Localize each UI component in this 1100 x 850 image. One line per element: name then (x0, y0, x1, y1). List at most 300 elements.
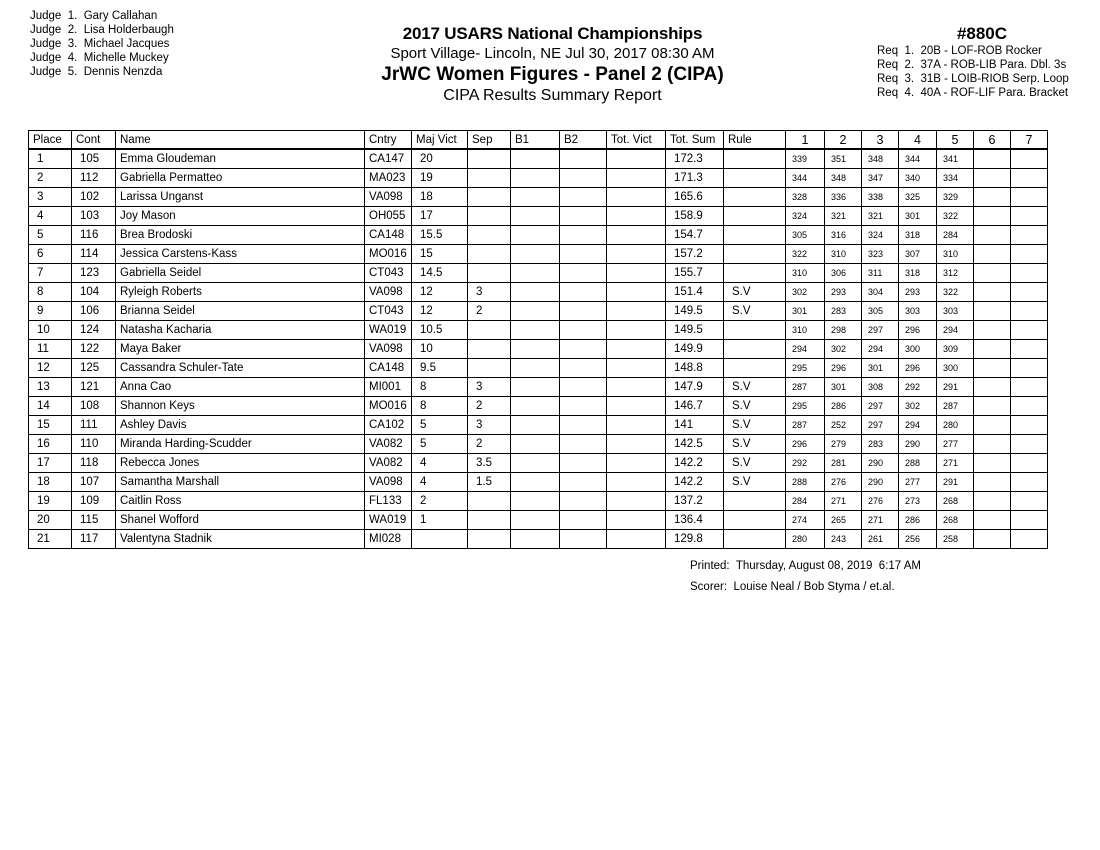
cell-tot-vict (607, 264, 666, 283)
table-row (29, 473, 1048, 492)
cell-cont: 125 (72, 359, 116, 378)
cell-judge-7 (1011, 321, 1048, 340)
requirements-list (877, 24, 1087, 100)
cell-judge-7 (1011, 473, 1048, 492)
cell-judge-7 (1011, 511, 1048, 530)
cell-rule: S.V (724, 454, 786, 473)
table-row (29, 397, 1048, 416)
cell-name: Brea Brodoski (116, 226, 365, 245)
cell-tot-vict (607, 454, 666, 473)
cell-b1 (511, 473, 560, 492)
col-tot-vict: Tot. Vict (607, 131, 666, 150)
cell-tot-sum: 165.6 (666, 188, 724, 207)
table-row (29, 454, 1048, 473)
cell-judge-4: 301 (899, 207, 937, 226)
col-judge-1: 1 (786, 131, 825, 150)
cell-judge-2: 265 (825, 511, 862, 530)
table-row (29, 511, 1048, 530)
cell-place: 16 (29, 435, 72, 454)
cell-tot-sum: 137.2 (666, 492, 724, 511)
cell-b2 (560, 340, 607, 359)
cell-judge-4: 303 (899, 302, 937, 321)
cell-judge-4: 318 (899, 226, 937, 245)
cell-judge-1: 292 (786, 454, 825, 473)
cell-maj-vict: 2 (412, 492, 468, 511)
cell-judge-7 (1011, 397, 1048, 416)
cell-judge-1: 296 (786, 435, 825, 454)
cell-judge-5: 312 (937, 264, 974, 283)
table-row (29, 149, 1048, 169)
cell-rule: S.V (724, 435, 786, 454)
cell-place: 19 (29, 492, 72, 511)
cell-judge-2: 321 (825, 207, 862, 226)
cell-cntry: VA098 (365, 473, 412, 492)
cell-judge-7 (1011, 416, 1048, 435)
cell-tot-sum: 149.5 (666, 302, 724, 321)
cell-b1 (511, 492, 560, 511)
cell-cntry: CA148 (365, 359, 412, 378)
cell-judge-1: 310 (786, 264, 825, 283)
cell-judge-1: 322 (786, 245, 825, 264)
cell-tot-vict (607, 530, 666, 549)
col-cntry: Cntry (365, 131, 412, 150)
cell-judge-1: 301 (786, 302, 825, 321)
cell-cntry: FL133 (365, 492, 412, 511)
cell-judge-5: 277 (937, 435, 974, 454)
cell-sep (468, 492, 511, 511)
cell-maj-vict: 4 (412, 473, 468, 492)
cell-sep: 2 (468, 302, 511, 321)
cell-judge-6 (974, 511, 1011, 530)
table-row (29, 530, 1048, 549)
cell-cntry: CA102 (365, 416, 412, 435)
cell-b2 (560, 473, 607, 492)
cell-judge-2: 351 (825, 149, 862, 169)
cell-cont: 103 (72, 207, 116, 226)
cell-judge-3: 321 (862, 207, 899, 226)
cell-cont: 118 (72, 454, 116, 473)
cell-name: Maya Baker (116, 340, 365, 359)
cell-cont: 124 (72, 321, 116, 340)
cell-b2 (560, 492, 607, 511)
cell-cont: 123 (72, 264, 116, 283)
cell-maj-vict: 14.5 (412, 264, 468, 283)
cell-name: Caitlin Ross (116, 492, 365, 511)
cell-sep (468, 188, 511, 207)
cell-judge-6 (974, 283, 1011, 302)
cell-judge-1: 305 (786, 226, 825, 245)
cell-judge-6 (974, 340, 1011, 359)
cell-b1 (511, 169, 560, 188)
cell-place: 15 (29, 416, 72, 435)
cell-rule (724, 188, 786, 207)
cell-tot-vict (607, 302, 666, 321)
cell-judge-6 (974, 302, 1011, 321)
cell-name: Joy Mason (116, 207, 365, 226)
cell-cntry: WA019 (365, 321, 412, 340)
cell-judge-7 (1011, 245, 1048, 264)
cell-cntry: MI028 (365, 530, 412, 549)
table-row (29, 264, 1048, 283)
cell-judge-2: 281 (825, 454, 862, 473)
cell-judge-2: 252 (825, 416, 862, 435)
cell-b1 (511, 454, 560, 473)
results-table (28, 130, 1048, 549)
cell-maj-vict: 15.5 (412, 226, 468, 245)
cell-name: Larissa Unganst (116, 188, 365, 207)
col-maj-vict: Maj Vict (412, 131, 468, 150)
cell-sep (468, 169, 511, 188)
cell-rule: S.V (724, 473, 786, 492)
cell-judge-4: 286 (899, 511, 937, 530)
cell-b1 (511, 340, 560, 359)
cell-judge-2: 271 (825, 492, 862, 511)
cell-judge-6 (974, 207, 1011, 226)
cell-b1 (511, 302, 560, 321)
col-judge-2: 2 (825, 131, 862, 150)
col-b2: B2 (560, 131, 607, 150)
cell-name: Gabriella Permatteo (116, 169, 365, 188)
cell-maj-vict: 1 (412, 511, 468, 530)
cell-maj-vict: 5 (412, 435, 468, 454)
table-row (29, 302, 1048, 321)
cell-judge-6 (974, 397, 1011, 416)
cell-tot-vict (607, 283, 666, 302)
cell-maj-vict: 10 (412, 340, 468, 359)
event-code: #880C (956, 24, 1008, 43)
cell-b1 (511, 226, 560, 245)
cell-judge-6 (974, 264, 1011, 283)
cell-judge-4: 293 (899, 283, 937, 302)
cell-place: 14 (29, 397, 72, 416)
cell-judge-4: 288 (899, 454, 937, 473)
cell-cntry: CA147 (365, 149, 412, 169)
cell-cntry: MO016 (365, 245, 412, 264)
cell-tot-sum: 149.5 (666, 321, 724, 340)
cell-judge-7 (1011, 435, 1048, 454)
col-name: Name (116, 131, 365, 150)
cell-rule (724, 207, 786, 226)
report-header (340, 24, 765, 106)
cell-tot-sum: 148.8 (666, 359, 724, 378)
cell-judge-5: 310 (937, 245, 974, 264)
cell-tot-vict (607, 149, 666, 169)
cell-tot-vict (607, 473, 666, 492)
cell-judge-2: 301 (825, 378, 862, 397)
cell-name: Ashley Davis (116, 416, 365, 435)
requirement-2: Req 2. 37A - ROB-LIB Para. Dbl. 3s (877, 59, 1067, 71)
cell-tot-vict (607, 169, 666, 188)
cell-cont: 111 (72, 416, 116, 435)
cell-judge-5: 309 (937, 340, 974, 359)
cell-b1 (511, 245, 560, 264)
cell-tot-vict (607, 378, 666, 397)
cell-judge-2: 310 (825, 245, 862, 264)
cell-judge-4: 273 (899, 492, 937, 511)
cell-judge-4: 290 (899, 435, 937, 454)
cell-rule: S.V (724, 302, 786, 321)
cell-b2 (560, 416, 607, 435)
cell-tot-sum: 158.9 (666, 207, 724, 226)
cell-cont: 109 (72, 492, 116, 511)
cell-judge-6 (974, 321, 1011, 340)
cell-judge-3: 348 (862, 149, 899, 169)
judge-2: Judge 2. Lisa Holderbaugh (30, 24, 174, 36)
cell-name: Brianna Seidel (116, 302, 365, 321)
cell-b2 (560, 302, 607, 321)
cell-tot-vict (607, 492, 666, 511)
cell-place: 12 (29, 359, 72, 378)
cell-tot-sum: 149.9 (666, 340, 724, 359)
cell-tot-sum: 151.4 (666, 283, 724, 302)
cell-tot-sum: 154.7 (666, 226, 724, 245)
col-cont: Cont (72, 131, 116, 150)
cell-sep: 2 (468, 435, 511, 454)
cell-judge-3: 338 (862, 188, 899, 207)
col-b1: B1 (511, 131, 560, 150)
cell-judge-6 (974, 359, 1011, 378)
cell-judge-3: 290 (862, 473, 899, 492)
cell-rule (724, 530, 786, 549)
cell-judge-3: 276 (862, 492, 899, 511)
col-judge-3: 3 (862, 131, 899, 150)
cell-judge-1: 302 (786, 283, 825, 302)
cell-judge-7 (1011, 302, 1048, 321)
cell-place: 18 (29, 473, 72, 492)
cell-judge-5: 322 (937, 283, 974, 302)
cell-b2 (560, 283, 607, 302)
cell-judge-5: 294 (937, 321, 974, 340)
cell-maj-vict: 19 (412, 169, 468, 188)
cell-rule (724, 321, 786, 340)
cell-place: 13 (29, 378, 72, 397)
col-judge-7: 7 (1011, 131, 1048, 150)
cell-judge-7 (1011, 359, 1048, 378)
cell-b1 (511, 207, 560, 226)
cell-place: 6 (29, 245, 72, 264)
table-row (29, 378, 1048, 397)
cell-tot-sum: 142.2 (666, 454, 724, 473)
cell-judge-5: 284 (937, 226, 974, 245)
cell-rule (724, 169, 786, 188)
cell-judge-2: 306 (825, 264, 862, 283)
table-row (29, 359, 1048, 378)
cell-judge-2: 276 (825, 473, 862, 492)
cell-tot-sum: 147.9 (666, 378, 724, 397)
cell-place: 7 (29, 264, 72, 283)
report-footer (690, 556, 921, 598)
cell-b2 (560, 226, 607, 245)
table-row (29, 226, 1048, 245)
cell-judge-5: 268 (937, 511, 974, 530)
judge-4: Judge 4. Michelle Muckey (30, 52, 169, 64)
judge-5: Judge 5. Dennis Nenzda (30, 66, 163, 78)
cell-judge-3: 324 (862, 226, 899, 245)
cell-place: 5 (29, 226, 72, 245)
cell-judge-2: 298 (825, 321, 862, 340)
cell-maj-vict: 8 (412, 378, 468, 397)
cell-judge-2: 336 (825, 188, 862, 207)
cell-sep: 2 (468, 397, 511, 416)
cell-judge-4: 296 (899, 359, 937, 378)
table-row (29, 416, 1048, 435)
cell-place: 8 (29, 283, 72, 302)
cell-maj-vict: 12 (412, 302, 468, 321)
cell-cont: 114 (72, 245, 116, 264)
cell-b2 (560, 149, 607, 169)
table-row (29, 169, 1048, 188)
cell-name: Ryleigh Roberts (116, 283, 365, 302)
requirement-3: Req 3. 31B - LOIB-RIOB Serp. Loop (877, 73, 1069, 85)
cell-judge-6 (974, 245, 1011, 264)
venue-date: Sport Village- Lincoln, NE Jul 30, 2017 08:30 AM (390, 45, 715, 62)
cell-judge-5: 268 (937, 492, 974, 511)
cell-b2 (560, 169, 607, 188)
cell-tot-sum: 155.7 (666, 264, 724, 283)
cell-judge-2: 279 (825, 435, 862, 454)
cell-judge-5: 280 (937, 416, 974, 435)
cell-b1 (511, 530, 560, 549)
col-tot-sum: Tot. Sum (666, 131, 724, 150)
cell-judge-1: 295 (786, 359, 825, 378)
cell-name: Cassandra Schuler-Tate (116, 359, 365, 378)
cell-name: Shannon Keys (116, 397, 365, 416)
cell-judge-7 (1011, 149, 1048, 169)
cell-judge-6 (974, 530, 1011, 549)
judges-list (30, 9, 174, 79)
table-row (29, 340, 1048, 359)
cell-cntry: MA023 (365, 169, 412, 188)
cell-judge-7 (1011, 378, 1048, 397)
cell-rule (724, 149, 786, 169)
cell-place: 4 (29, 207, 72, 226)
cell-sep (468, 321, 511, 340)
cell-b2 (560, 435, 607, 454)
table-row (29, 492, 1048, 511)
cell-judge-7 (1011, 283, 1048, 302)
cell-b1 (511, 149, 560, 169)
cell-tot-sum: 141 (666, 416, 724, 435)
cell-cont: 110 (72, 435, 116, 454)
cell-judge-3: 294 (862, 340, 899, 359)
cell-judge-5: 341 (937, 149, 974, 169)
cell-judge-5: 287 (937, 397, 974, 416)
cell-judge-5: 334 (937, 169, 974, 188)
col-place: Place (29, 131, 72, 150)
cell-cont: 107 (72, 473, 116, 492)
cell-judge-4: 344 (899, 149, 937, 169)
cell-tot-vict (607, 435, 666, 454)
cell-judge-4: 292 (899, 378, 937, 397)
cell-b1 (511, 264, 560, 283)
cell-judge-1: 274 (786, 511, 825, 530)
cell-b2 (560, 264, 607, 283)
cell-cont: 122 (72, 340, 116, 359)
cell-judge-7 (1011, 492, 1048, 511)
cell-judge-4: 256 (899, 530, 937, 549)
cell-judge-1: 287 (786, 378, 825, 397)
cell-tot-sum: 142.2 (666, 473, 724, 492)
table-row (29, 188, 1048, 207)
cell-judge-3: 297 (862, 321, 899, 340)
cell-sep: 3 (468, 416, 511, 435)
cell-cntry: OH055 (365, 207, 412, 226)
cell-sep: 3 (468, 378, 511, 397)
cell-tot-sum: 171.3 (666, 169, 724, 188)
cell-cntry: VA082 (365, 435, 412, 454)
cell-judge-2: 283 (825, 302, 862, 321)
cell-sep: 1.5 (468, 473, 511, 492)
cell-tot-sum: 129.8 (666, 530, 724, 549)
cell-judge-3: 304 (862, 283, 899, 302)
cell-judge-1: 339 (786, 149, 825, 169)
cell-cont: 112 (72, 169, 116, 188)
cell-judge-3: 283 (862, 435, 899, 454)
cell-cntry: CT043 (365, 264, 412, 283)
cell-place: 17 (29, 454, 72, 473)
cell-sep (468, 207, 511, 226)
cell-place: 10 (29, 321, 72, 340)
cell-sep (468, 226, 511, 245)
cell-judge-4: 318 (899, 264, 937, 283)
cell-tot-vict (607, 321, 666, 340)
cell-place: 1 (29, 149, 72, 169)
cell-name: Rebecca Jones (116, 454, 365, 473)
cell-tot-sum: 172.3 (666, 149, 724, 169)
championship-title: 2017 USARS National Championships (402, 24, 703, 43)
col-judge-6: 6 (974, 131, 1011, 150)
cell-judge-6 (974, 149, 1011, 169)
requirement-4: Req 4. 40A - ROF-LIF Para. Bracket (877, 87, 1069, 99)
cell-cont: 105 (72, 149, 116, 169)
cell-judge-3: 301 (862, 359, 899, 378)
cell-cont: 121 (72, 378, 116, 397)
cell-rule (724, 340, 786, 359)
cell-judge-3: 297 (862, 397, 899, 416)
cell-cont: 106 (72, 302, 116, 321)
cell-cntry: CT043 (365, 302, 412, 321)
cell-sep: 3 (468, 283, 511, 302)
cell-judge-7 (1011, 207, 1048, 226)
cell-judge-6 (974, 226, 1011, 245)
cell-judge-5: 271 (937, 454, 974, 473)
cell-place: 3 (29, 188, 72, 207)
cell-judge-6 (974, 416, 1011, 435)
cell-judge-4: 340 (899, 169, 937, 188)
cell-cntry: VA098 (365, 340, 412, 359)
cell-judge-5: 329 (937, 188, 974, 207)
cell-tot-sum: 157.2 (666, 245, 724, 264)
cell-judge-7 (1011, 264, 1048, 283)
results-body (29, 149, 1048, 549)
cell-judge-1: 288 (786, 473, 825, 492)
cell-tot-sum: 136.4 (666, 511, 724, 530)
cell-name: Jessica Carstens-Kass (116, 245, 365, 264)
cell-name: Emma Gloudeman (116, 149, 365, 169)
cell-name: Samantha Marshall (116, 473, 365, 492)
cell-b1 (511, 283, 560, 302)
cell-rule (724, 359, 786, 378)
cell-judge-4: 296 (899, 321, 937, 340)
cell-rule (724, 492, 786, 511)
cell-name: Shanel Wofford (116, 511, 365, 530)
cell-tot-vict (607, 340, 666, 359)
cell-judge-1: 284 (786, 492, 825, 511)
cell-cntry: MO016 (365, 397, 412, 416)
cell-place: 9 (29, 302, 72, 321)
cell-tot-sum: 146.7 (666, 397, 724, 416)
cell-cntry: VA098 (365, 188, 412, 207)
